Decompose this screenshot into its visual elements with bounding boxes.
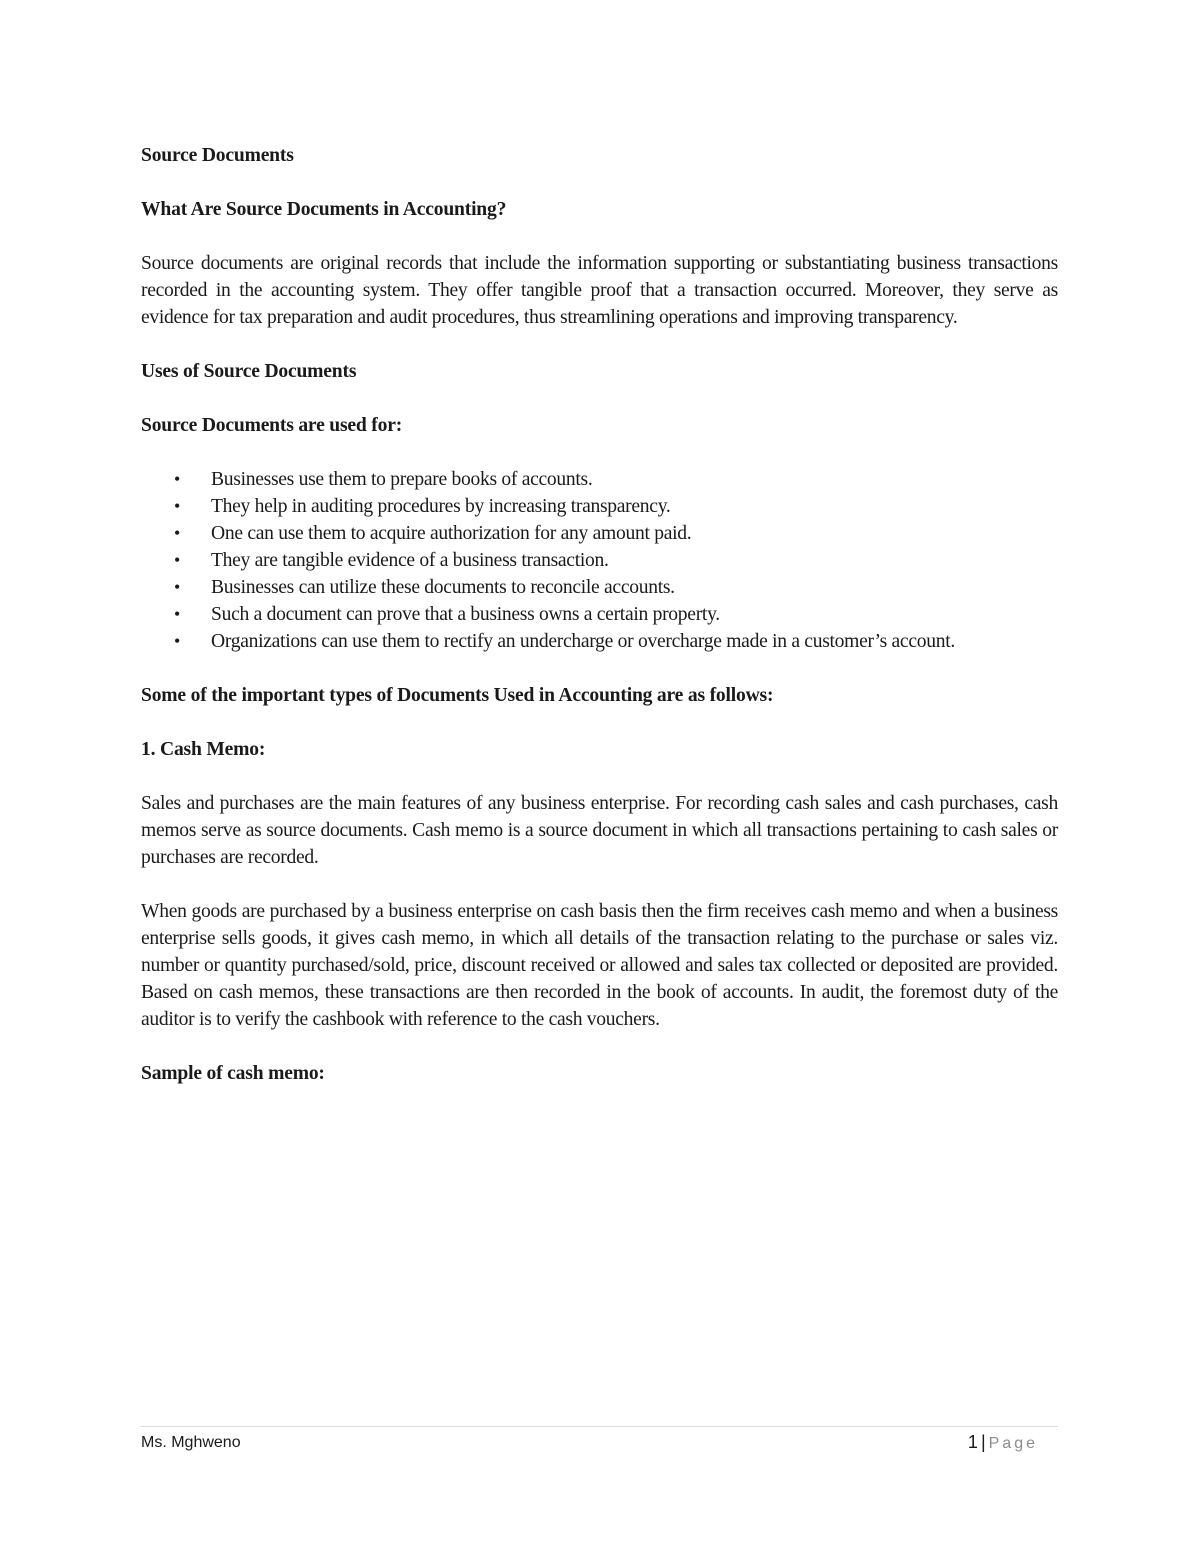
- sample-heading: Sample of cash memo:: [141, 1063, 325, 1084]
- types-heading: Some of the important types of Documents Used in Accounting are as follows:: [141, 685, 774, 706]
- bullet-icon: •: [174, 496, 181, 516]
- document-body: [141, 142, 1058, 1087]
- bullet-icon: •: [174, 523, 181, 543]
- bullet-icon: •: [174, 469, 181, 489]
- uses-heading: Uses of Source Documents: [141, 361, 357, 382]
- list-item: • Such a document can prove that a business owns a certain property.: [141, 601, 1058, 628]
- uses-subheading: Source Documents are used for:: [141, 415, 403, 436]
- page-label: Page: [988, 1435, 1038, 1452]
- list-item: • One can use them to acquire authorization for any amount paid.: [141, 520, 1058, 547]
- bullet-icon: •: [174, 604, 181, 624]
- bullet-icon: •: [174, 577, 181, 597]
- list-item: • Businesses use them to prepare books of accounts.: [141, 466, 1058, 493]
- list-item: • They are tangible evidence of a business transaction.: [141, 547, 1058, 574]
- bullet-icon: •: [174, 550, 181, 570]
- section-heading: What Are Source Documents in Accounting?: [141, 199, 507, 220]
- footer-author: Ms. Mghweno: [141, 1434, 241, 1451]
- cash-memo-heading: 1. Cash Memo:: [141, 739, 266, 760]
- list-item: • Organizations can use them to rectify an undercharge or overcharge made in a customer’s account.: [141, 628, 1058, 655]
- intro-paragraph: Source documents are original records that include the information supporting or substantiating business transactions recorded in the accounting system. They offer tangible proof that a transaction occurred. Moreover, they serve as evidence for tax preparation and audit procedures, thus streamlining operations and improving transparency.: [141, 253, 1058, 328]
- list-item: • Businesses can utilize these documents to reconcile accounts.: [141, 574, 1058, 601]
- document-title: Source Documents: [141, 145, 294, 166]
- footer-page-info: [968, 1432, 1038, 1453]
- page-number: 1: [967, 1432, 978, 1452]
- cash-memo-paragraph-2: When goods are purchased by a business enterprise on cash basis then the firm receives cash memo and when a business enterprise sells goods, it gives cash memo, in which all details of the transaction relating to the purchase or sales viz. number or quantity purchased/sold, price, discount received or allowed and sales tax collected or deposited are provided. Based on cash memos, these transactions are then recorded in the book of accounts. In audit, the foremost duty of the auditor is to verify the cashbook with reference to the cash vouchers.: [141, 901, 1058, 1030]
- cash-memo-paragraph-1: Sales and purchases are the main features of any business enterprise. For recording cash sales and cash purchases, cash memos serve as source documents. Cash memo is a source document in which all transactions pertaining to cash sales or purchases are recorded.: [141, 793, 1058, 868]
- footer-divider: [141, 1426, 1058, 1427]
- uses-list: [141, 466, 1058, 655]
- page-separator: |: [980, 1432, 986, 1452]
- list-item: • They help in auditing procedures by increasing transparency.: [141, 493, 1058, 520]
- bullet-icon: •: [174, 631, 181, 651]
